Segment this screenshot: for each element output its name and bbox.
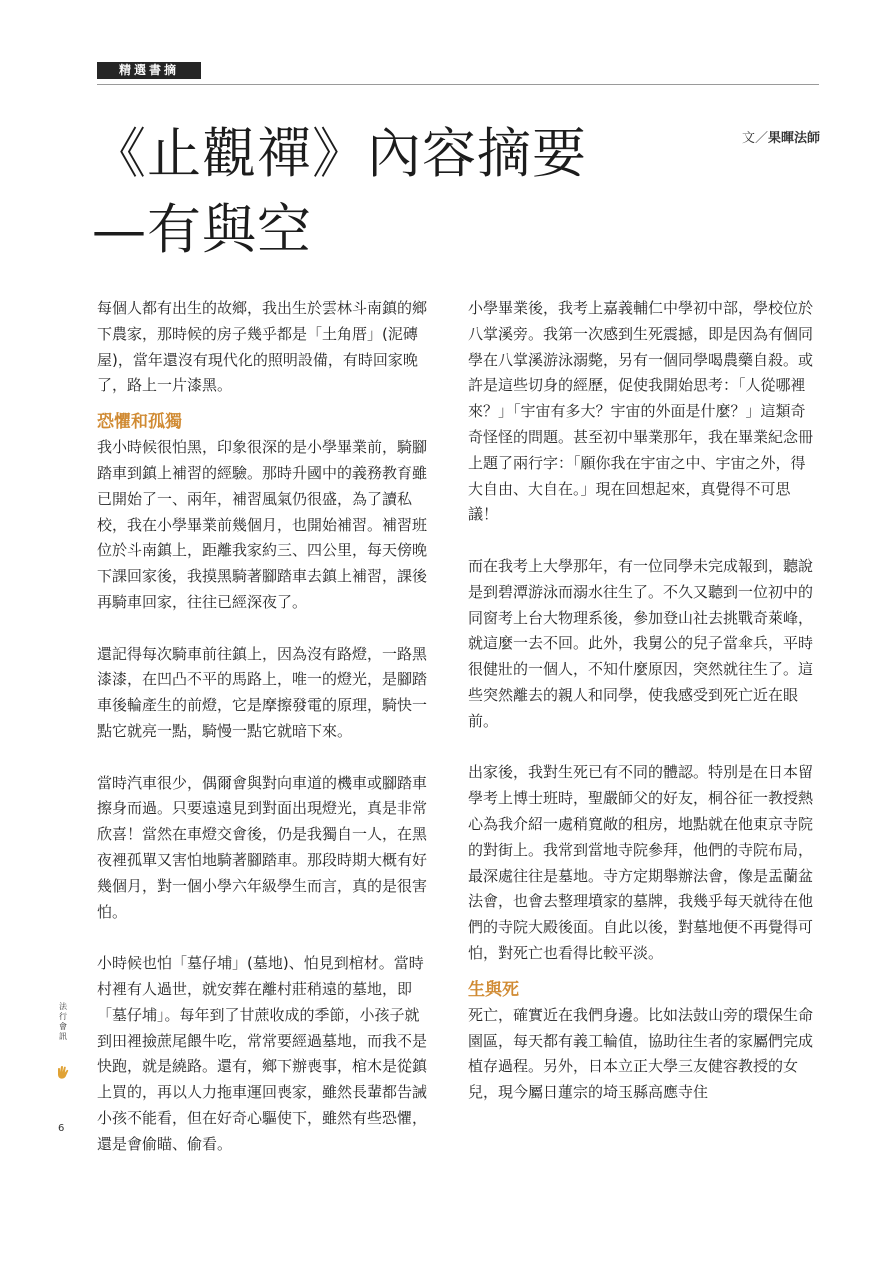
paragraph: 當時汽車很少，偶爾會與對向車道的機車或腳踏車擦身而過。只要遠遠見到對面出現燈光，真是非常欣喜！當然在車燈交會後，仍是我獨自一人，在黑夜裡孤單又害怕地騎著腳踏車。那段時期大概有好幾個月，對一個小學六年級學生而言，真的是很害怕。	[97, 773, 428, 921]
section-heading-fear: 恐懼和孤獨	[97, 412, 182, 433]
paragraph: 而在我考上大學那年，有一位同學未完成報到，聽說是到碧潭游泳而溺水往生了。不久又聽到一位初中的同窗考上台大物理系後，參加登山社去挑戰奇萊峰，就這麼一去不回。此外，我舅公的兒子當傘兵，平時很健壯的一個人，不知什麼原因，突然就往生了。這些突然離去的親人和同學，使我感受到死亡近在眼前。	[468, 556, 814, 730]
paragraph: 死亡，確實近在我們身邊。比如法鼓山旁的環保生命園區，每天都有義工輪值，協助往生者的家屬們完成植存過程。另外，日本立正大學三友健容教授的女兒，現今屬日蓮宗的埼玉縣高應寺住	[468, 1005, 814, 1102]
left-column	[97, 296, 427, 1158]
right-column	[468, 296, 820, 1106]
paragraph: 還記得每次騎車前往鎮上，因為沒有路燈，一路黑漆漆，在凹凸不平的馬路上，唯一的燈光，是腳踏車後輪產生的前燈，它是摩擦發電的原理，騎快一點它就亮一點，騎慢一點它就暗下來。	[97, 644, 428, 740]
header-rule	[97, 84, 819, 85]
hand-icon	[55, 1064, 71, 1080]
section-tag: 精選書摘	[97, 62, 201, 79]
paragraph: 出家後，我對生死已有不同的體認。特別是在日本留學考上博士班時，聖嚴師父的好友，桐谷征一教授熱心為我介紹一處稍寬敞的租房，地點就在他東京寺院的對街上。我常到當地寺院參拜，他們的寺院布局，最深處往往是墓地。寺方定期舉辦法會，像是盂蘭盆法會，也會去整理墳家的墓牌，我幾乎每天就待在他們的寺院大殿後面。自此以後，對墓地便不再覺得可怕，對死亡也看得比較平淡。	[468, 763, 814, 962]
paragraph: 每個人都有出生的故鄉，我出生於雲林斗南鎮的鄉下農家，那時候的房子幾乎都是「土角厝」(泥磚屋)，當年還沒有現代化的照明設備，有時回家晚了，路上一片漆黑。	[97, 299, 428, 395]
title-line-2: —有與空	[92, 198, 312, 261]
byline-prefix: 文／	[741, 131, 768, 146]
byline	[742, 127, 820, 146]
magazine-name: 法行會訊	[59, 1002, 67, 1041]
byline-author: 果暉法師	[767, 131, 820, 146]
page-number: 6	[58, 1123, 65, 1134]
title-line-1: 《止觀禪》內容摘要	[92, 122, 587, 185]
paragraph: 小時候也怕「墓仔埔」(墓地)、怕見到棺材。當時村裡有人過世，就安葬在離村莊稍遠的墓地，即「墓仔埔」。每年到了甘蔗收成的季節，小孩子就到田裡撿蔗尾餵牛吃，常常要經過墓地，而我不是快跑，就是繞路。還有，鄉下辦喪事，棺木是從鎮上買的，再以人力拖車運回喪家，雖然長輩都告誡小孩不能看，但在好奇心驅使下，雖然有些恐懼，還是會偷瞄、偷看。	[97, 954, 428, 1153]
article-title	[92, 116, 587, 268]
paragraph: 我小時候很怕黑，印象很深的是小學畢業前，騎腳踏車到鎮上補習的經驗。那時升國中的義務教育雖已開始了一、兩年，補習風氣仍很盛，為了讀私校，我在小學畢業前幾個月，也開始補習。補習班位於斗南鎮上，距離我家約三、四公里，每天傍晚下課回家後，我摸黑騎著腳踏車去鎮上補習，課後再騎車回家，往往已經深夜了。	[97, 438, 428, 611]
section-heading-life-death: 生與死	[468, 979, 519, 1000]
paragraph: 小學畢業後，我考上嘉義輔仁中學初中部，學校位於八掌溪旁。我第一次感到生死震撼，即是因為有個同學在八掌溪游泳溺斃，另有一個同學喝農藥自殺。或許是這些切身的經歷，促使我開始思考：「人從哪裡來？」「宇宙有多大？宇宙的外面是什麼？」這類奇奇怪怪的問題。甚至初中畢業那年，我在畢業紀念冊上題了兩行字：「願你我在宇宙之中、宇宙之外，得大自由、大自在。」現在回想起來，真覺得不可思議！	[468, 299, 814, 524]
